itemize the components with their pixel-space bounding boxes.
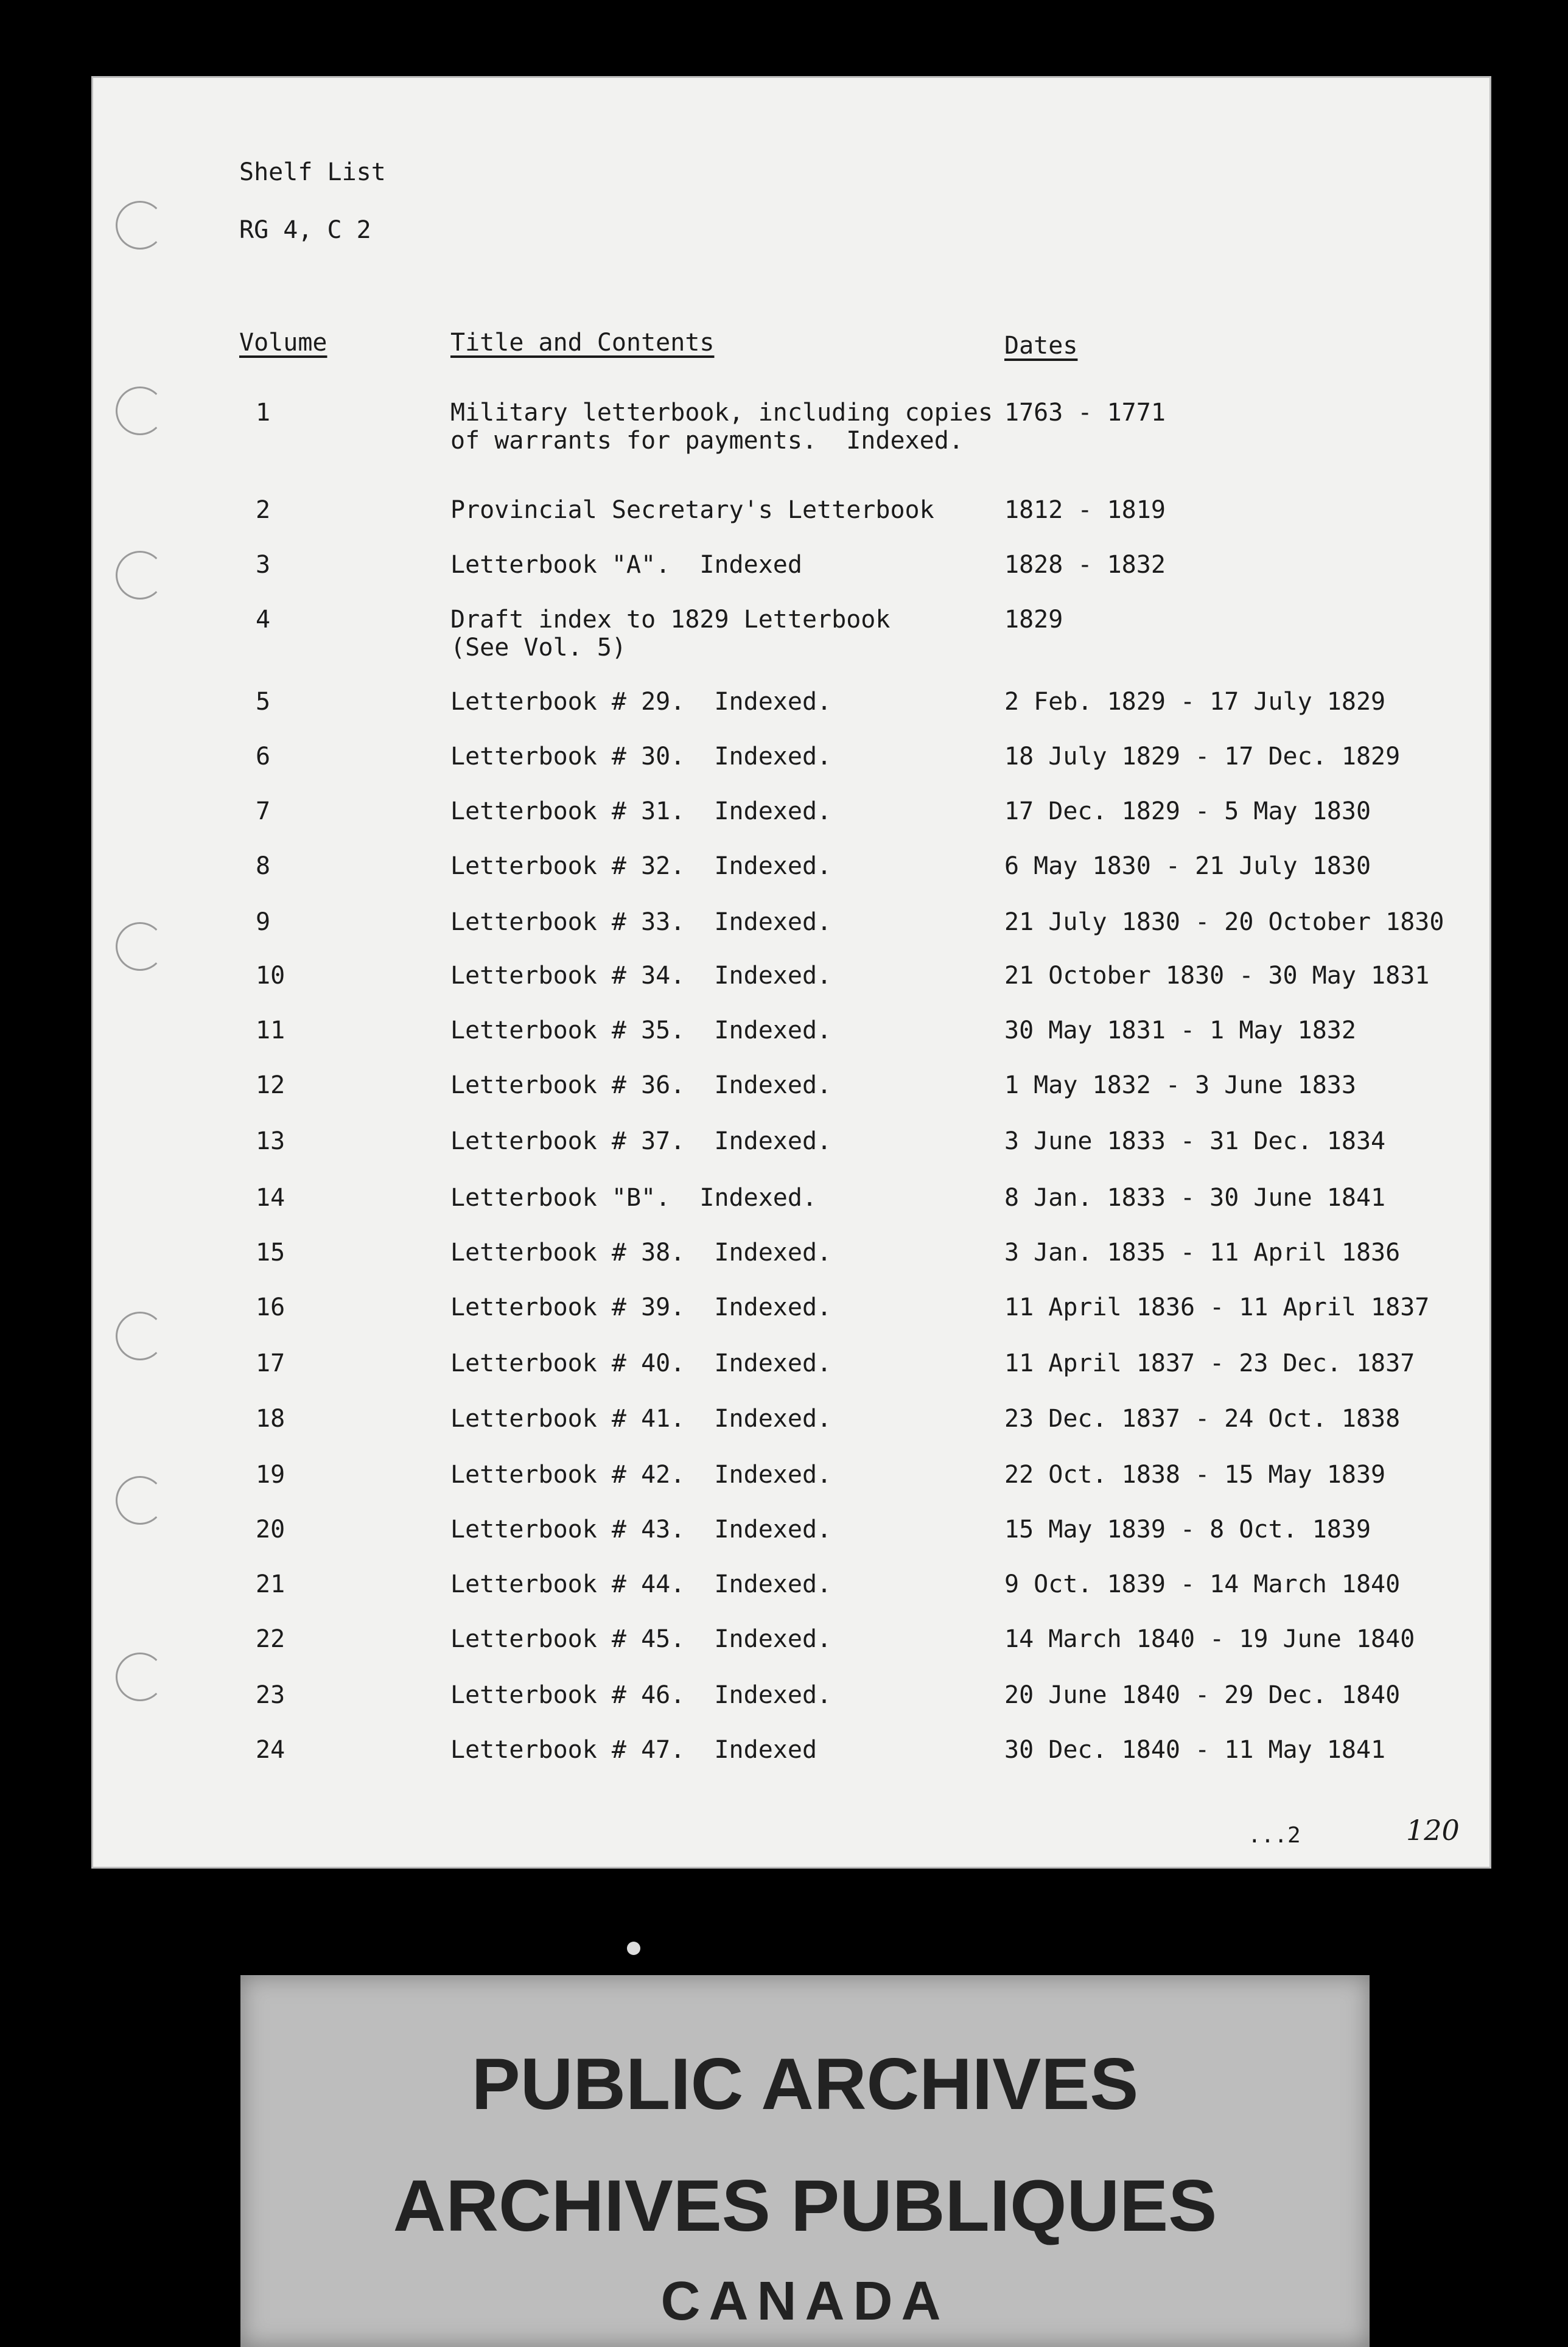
date-range: 3 June 1833 - 31 Dec. 1834 [1004, 1127, 1386, 1155]
date-range: 1812 - 1819 [1004, 496, 1166, 524]
volume-number: 18 [256, 1405, 285, 1433]
title-contents: Letterbook # 47. Indexed [450, 1736, 817, 1764]
title-contents: Letterbook # 40. Indexed. [450, 1349, 832, 1377]
title-contents: Provincial Secretary's Letterbook [450, 496, 934, 524]
punch-hole-mark [116, 1476, 164, 1525]
archives-stamp [240, 1975, 1370, 2347]
volume-number: 20 [256, 1516, 285, 1544]
column-header-title: Title and Contents [450, 329, 715, 357]
date-range: 21 July 1830 - 20 October 1830 [1004, 908, 1444, 936]
date-range: 23 Dec. 1837 - 24 Oct. 1838 [1004, 1405, 1401, 1433]
date-range: 6 May 1830 - 21 July 1830 [1004, 852, 1371, 880]
volume-number: 2 [256, 496, 271, 524]
punch-hole-mark [116, 1653, 164, 1701]
date-range: 8 Jan. 1833 - 30 June 1841 [1004, 1184, 1386, 1212]
volume-number: 23 [256, 1681, 285, 1709]
date-range: 2 Feb. 1829 - 17 July 1829 [1004, 688, 1386, 716]
title-contents: Letterbook "A". Indexed [450, 551, 802, 579]
title-contents: Letterbook # 33. Indexed. [450, 908, 832, 936]
date-range: 30 May 1831 - 1 May 1832 [1004, 1016, 1356, 1044]
volume-number: 13 [256, 1127, 285, 1155]
volume-number: 22 [256, 1625, 285, 1653]
volume-number: 12 [256, 1071, 285, 1099]
date-range: 1 May 1832 - 3 June 1833 [1004, 1071, 1356, 1099]
volume-number: 21 [256, 1570, 285, 1598]
title-contents: Letterbook # 45. Indexed. [450, 1625, 832, 1653]
punch-hole-mark [116, 1312, 164, 1360]
document-heading: Shelf List [239, 158, 386, 186]
volume-number: 5 [256, 688, 271, 716]
date-range: 11 April 1836 - 11 April 1837 [1004, 1293, 1430, 1321]
punch-hole-mark [116, 551, 164, 600]
stamp-line-country: CANADA [660, 2271, 950, 2332]
title-contents: Letterbook # 41. Indexed. [450, 1405, 832, 1433]
date-range: 1763 - 1771 [1004, 399, 1166, 427]
title-contents: Letterbook # 39. Indexed. [450, 1293, 832, 1321]
volume-number: 1 [256, 399, 271, 427]
title-contents: Letterbook # 30. Indexed. [450, 743, 832, 771]
column-header-dates: Dates [1004, 332, 1078, 360]
volume-number: 10 [256, 962, 285, 990]
title-contents: Draft index to 1829 Letterbook (See Vol. 5) [450, 606, 891, 662]
title-contents: Letterbook # 34. Indexed. [450, 962, 832, 990]
column-header-volume: Volume [239, 329, 327, 357]
document-page [91, 76, 1491, 1869]
volume-number: 17 [256, 1349, 285, 1377]
volume-number: 19 [256, 1461, 285, 1489]
handwritten-page-number: 120 [1406, 1814, 1460, 1847]
date-range: 21 October 1830 - 30 May 1831 [1004, 962, 1430, 990]
title-contents: Letterbook # 29. Indexed. [450, 688, 832, 716]
volume-number: 9 [256, 908, 271, 936]
date-range: 11 April 1837 - 23 Dec. 1837 [1004, 1349, 1415, 1377]
volume-number: 6 [256, 743, 271, 771]
title-contents: Military letterbook, including copies of warrants for payments. Indexed. [450, 399, 993, 455]
title-contents: Letterbook # 31. Indexed. [450, 797, 832, 825]
title-contents: Letterbook # 36. Indexed. [450, 1071, 832, 1099]
volume-number: 24 [256, 1736, 285, 1764]
title-contents: Letterbook # 46. Indexed. [450, 1681, 832, 1709]
date-range: 3 Jan. 1835 - 11 April 1836 [1004, 1239, 1401, 1267]
title-contents: Letterbook # 44. Indexed. [450, 1570, 832, 1598]
punch-hole-mark [116, 201, 164, 250]
date-range: 22 Oct. 1838 - 15 May 1839 [1004, 1461, 1386, 1489]
stamp-line-english: PUBLIC ARCHIVES [471, 2043, 1139, 2125]
title-contents: Letterbook # 37. Indexed. [450, 1127, 832, 1155]
date-range: 1828 - 1832 [1004, 551, 1166, 579]
volume-number: 15 [256, 1239, 285, 1267]
volume-number: 8 [256, 852, 271, 880]
microfilm-hole [627, 1942, 640, 1955]
date-range: 20 June 1840 - 29 Dec. 1840 [1004, 1681, 1401, 1709]
punch-hole-mark [116, 922, 164, 971]
date-range: 15 May 1839 - 8 Oct. 1839 [1004, 1516, 1371, 1544]
title-contents: Letterbook # 42. Indexed. [450, 1461, 832, 1489]
volume-number: 14 [256, 1184, 285, 1212]
continuation-marker: ...2 [1248, 1823, 1301, 1848]
volume-number: 11 [256, 1016, 285, 1044]
title-contents: Letterbook # 38. Indexed. [450, 1239, 832, 1267]
title-contents: Letterbook # 43. Indexed. [450, 1516, 832, 1544]
date-range: 18 July 1829 - 17 Dec. 1829 [1004, 743, 1401, 771]
volume-number: 16 [256, 1293, 285, 1321]
punch-hole-mark [116, 387, 164, 435]
volume-number: 4 [256, 606, 271, 634]
record-group-reference: RG 4, C 2 [239, 216, 371, 244]
title-contents: Letterbook # 35. Indexed. [450, 1016, 832, 1044]
date-range: 1829 [1004, 606, 1063, 634]
date-range: 14 March 1840 - 19 June 1840 [1004, 1625, 1415, 1653]
title-contents: Letterbook "B". Indexed. [450, 1184, 817, 1212]
volume-number: 3 [256, 551, 271, 579]
date-range: 9 Oct. 1839 - 14 March 1840 [1004, 1570, 1401, 1598]
title-contents: Letterbook # 32. Indexed. [450, 852, 832, 880]
date-range: 30 Dec. 1840 - 11 May 1841 [1004, 1736, 1386, 1764]
date-range: 17 Dec. 1829 - 5 May 1830 [1004, 797, 1371, 825]
stamp-line-french: ARCHIVES PUBLIQUES [393, 2165, 1217, 2247]
volume-number: 7 [256, 797, 271, 825]
